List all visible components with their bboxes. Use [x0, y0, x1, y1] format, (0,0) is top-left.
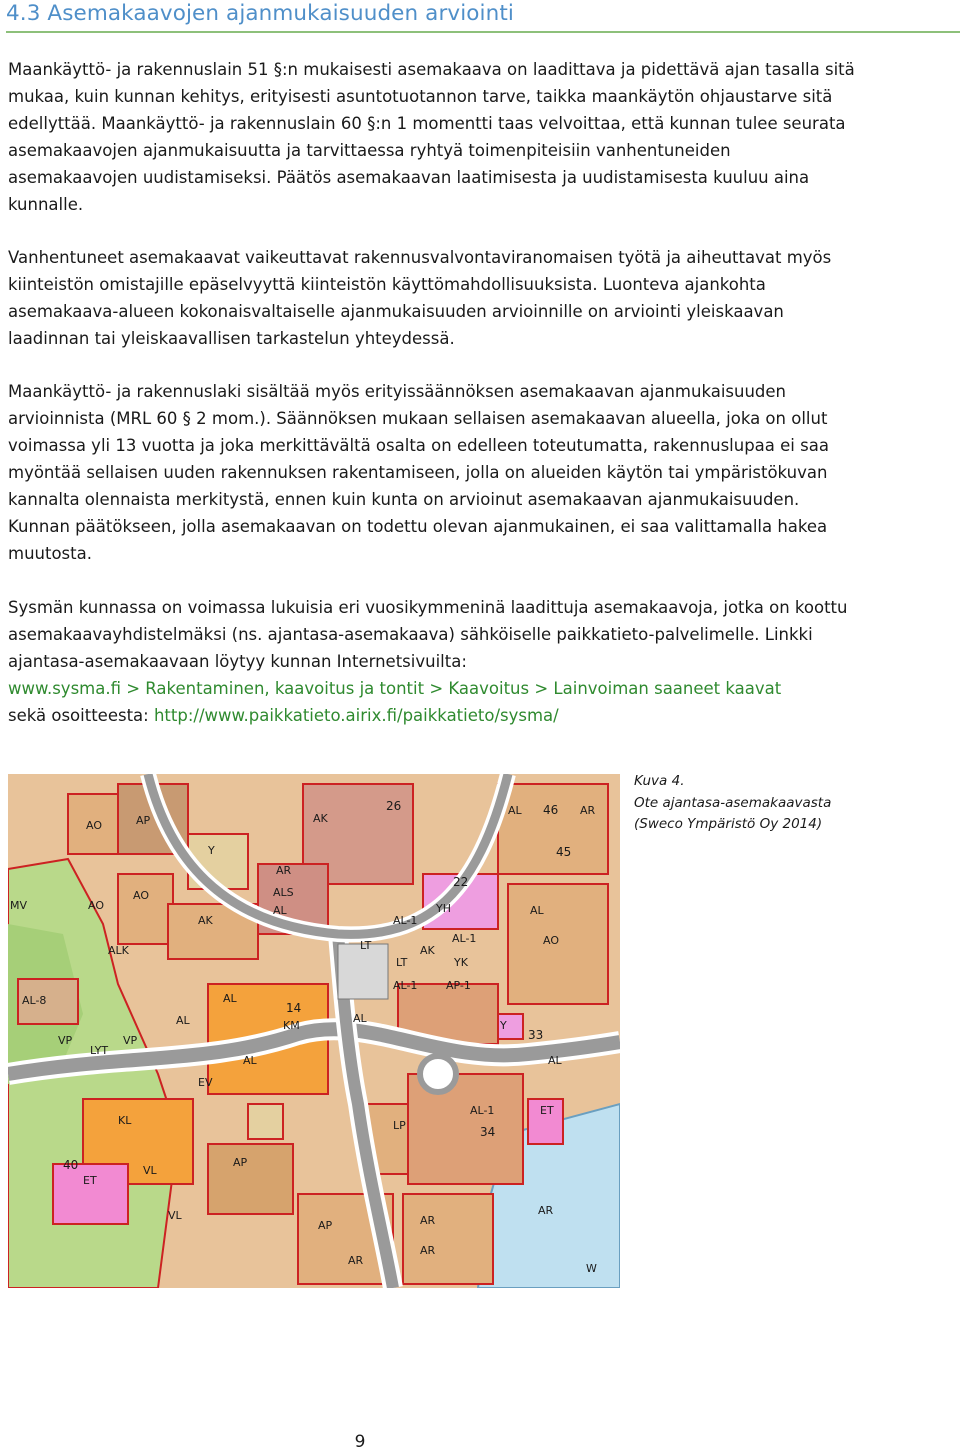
map-label-al: AL	[530, 904, 544, 917]
paragraph-vanhentuneet: Vanhentuneet asemakaavat vaikeuttavat rakennusvalvontaviranomaisen työtä ja aiheuttavat myös kiinteistön omistajille epäselvyyttä kiinteistön käyttömahdollisuuksista. Luonteva ajankohta asemakaava-alueen kokonaisvaltaiselle ajanmukaisuuden arvioinnille on arviointi yleiskaavan laadinnan tai yleiskaavallisen tarkastelun yhteydessä.	[8, 248, 832, 348]
map-label-al: AL	[353, 1012, 367, 1025]
map-label-al: AL	[223, 992, 237, 1005]
map-label-al: AL	[243, 1054, 257, 1067]
block-et-left	[53, 1164, 128, 1224]
page-number: 9	[354, 1432, 366, 1452]
caption-figure-number: Kuva 4.	[634, 773, 685, 789]
map-label-al: AL	[273, 904, 287, 917]
figure-caption	[634, 771, 954, 836]
paragraph-mrl-60: Maankäyttö- ja rakennuslaki sisältää myös erityissäännöksen asemakaavan ajanmukaisuuden arvioinnista (MRL 60 § 2 mom.). Säännöksen mukaan sellaisen asemakaavan alueella, joka on ollut voimassa yli 13 vuotta ja joka merkittävältä osalta on edelleen toteutumatta, rakennuslupaa ei saa myöntää sellaisen uuden rakennuksen rakentamiseen, jolla on alueiden käytön tai ympäristökuvan kannalta olennaista merkitystä, ennen kuin kunta on arvioinut asemakaavan ajanmukaisuuden. Kunnan päätökseen, jolla asemakaavan on todettu olevan ajanmukainen, ei saa valittamalla hakea muutosta.	[8, 382, 829, 563]
map-label-ao: AO	[133, 889, 149, 902]
map-label-ap-1: AP-1	[446, 979, 471, 992]
map-label-ev: EV	[198, 1076, 213, 1089]
map-label-22: 22	[453, 875, 469, 889]
map-label-ap: AP	[318, 1219, 333, 1232]
paragraph-sysma-mid: sekä osoitteesta:	[8, 706, 149, 725]
map-label-et: ET	[540, 1104, 554, 1117]
map-label-et: ET	[83, 1174, 97, 1187]
map-label-46: 46	[543, 803, 559, 817]
map-label-vl: VL	[143, 1164, 157, 1177]
map-label-al: AL	[548, 1054, 562, 1067]
map-label-ar: AR	[538, 1204, 554, 1217]
map-label-km: KM	[283, 1019, 300, 1032]
map-label-al-1: AL-1	[452, 932, 477, 945]
map-label-ar: AR	[580, 804, 596, 817]
map-label-ar: AR	[348, 1254, 364, 1267]
paragraph-sysma-text: Sysmän kunnassa on voimassa lukuisia eri vuosikymmeninä laadittuja asemakaavoja, jotka on koottu asemakaavayhdistelmäksi (ns. ajantasa-asemakaava) sähköiselle paikkatieto-palvelimelle. Linkki ajantasa-asemakaavaan löytyy kunnan Internetsivuilta:	[8, 598, 848, 671]
block-y-small-2	[248, 1104, 283, 1139]
heading-underline	[6, 31, 960, 33]
map-label-als: ALS	[273, 886, 294, 899]
block-46	[498, 784, 608, 874]
map-label-ao: AO	[88, 899, 104, 912]
zoning-map-svg	[8, 774, 620, 1288]
map-label-ap: AP	[136, 814, 151, 827]
map-label-lt: LT	[360, 939, 372, 952]
map-label-ao: AO	[86, 819, 102, 832]
map-label-14: 14	[286, 1001, 302, 1015]
map-label-ar: AR	[420, 1214, 436, 1227]
map-label-40: 40	[63, 1158, 79, 1172]
map-label-yk: YK	[454, 956, 468, 969]
map-label-al-1: AL-1	[393, 979, 418, 992]
map-label-al-1: AL-1	[470, 1104, 495, 1117]
zoning-map-image	[8, 774, 620, 1288]
map-label-ak: AK	[198, 914, 213, 927]
paikkatieto-link[interactable]: http://www.paikkatieto.airix.fi/paikkatieto/sysma/	[153, 706, 559, 725]
block-ao-mid	[118, 874, 173, 944]
map-label-ar: AR	[420, 1244, 436, 1257]
map-label-vp: VP	[58, 1034, 73, 1047]
sysma-website-link[interactable]: www.sysma.fi > Rakentaminen, kaavoitus ja tontit > Kaavoitus > Lainvoiman saaneet kaavat	[8, 679, 782, 698]
map-label-lt: LT	[396, 956, 408, 969]
map-label-ar: AR	[276, 864, 292, 877]
map-label-ap: AP	[233, 1156, 248, 1169]
map-label-alk: ALK	[108, 944, 129, 957]
market-square	[338, 944, 388, 999]
block-ar-bottom	[403, 1194, 493, 1284]
roundabout	[420, 1056, 456, 1092]
map-label-kl: KL	[118, 1114, 132, 1127]
map-label-45: 45	[556, 845, 572, 859]
section-heading: 4.3 Asemakaavojen ajanmukaisuuden arviointi	[6, 1, 514, 26]
map-label-ao: AO	[543, 934, 559, 947]
map-label-lyt: LYT	[90, 1044, 109, 1057]
map-label-al: AL	[176, 1014, 190, 1027]
map-label-yh: YH	[436, 902, 451, 915]
map-label-al-1: AL-1	[393, 914, 418, 927]
block-ap	[208, 1144, 293, 1214]
map-label-ak: AK	[420, 944, 435, 957]
map-label-y: Y	[208, 844, 215, 857]
map-label-y: Y	[500, 1019, 507, 1032]
caption-title: Ote ajantasa-asemakaavasta	[634, 794, 832, 811]
map-label-al: AL	[508, 804, 522, 817]
map-label-26: 26	[386, 799, 402, 813]
map-label-34: 34	[480, 1125, 496, 1139]
map-label-lp: LP	[393, 1119, 406, 1132]
map-label-vp: VP	[123, 1034, 138, 1047]
map-label-vl: VL	[168, 1209, 182, 1222]
map-label-mv: MV	[10, 899, 28, 912]
map-label-w: W	[586, 1262, 597, 1275]
map-label-ak: AK	[313, 812, 328, 825]
paragraph-sysma	[8, 594, 856, 729]
map-label-al8: AL-8	[22, 994, 47, 1007]
map-label-33: 33	[528, 1028, 544, 1042]
paragraph-mrl-51: Maankäyttö- ja rakennuslain 51 §:n mukaisesti asemakaava on laadittava ja pidettävä ajan tasalla sitä mukaa, kuin kunnan kehitys, erityisesti asuntotuotannon tarve, taikka maankäytön ohjaustarve sitä edellyttää. Maankäyttö- ja rakennuslain 60 §:n 1 momentti taas velvoittaa, että kunnan tulee seurata asemakaavojen ajanmukaisuutta ja tarvittaessa ryhtyä toimenpiteisiin vanhentuneiden asemakaavojen uudistamiseksi. Päätös asemakaavan laatimisesta ja uudistamisesta kuuluu aina kunnalle.	[8, 60, 855, 214]
caption-source: (Sweco Ympäristö Oy 2014)	[634, 816, 823, 832]
